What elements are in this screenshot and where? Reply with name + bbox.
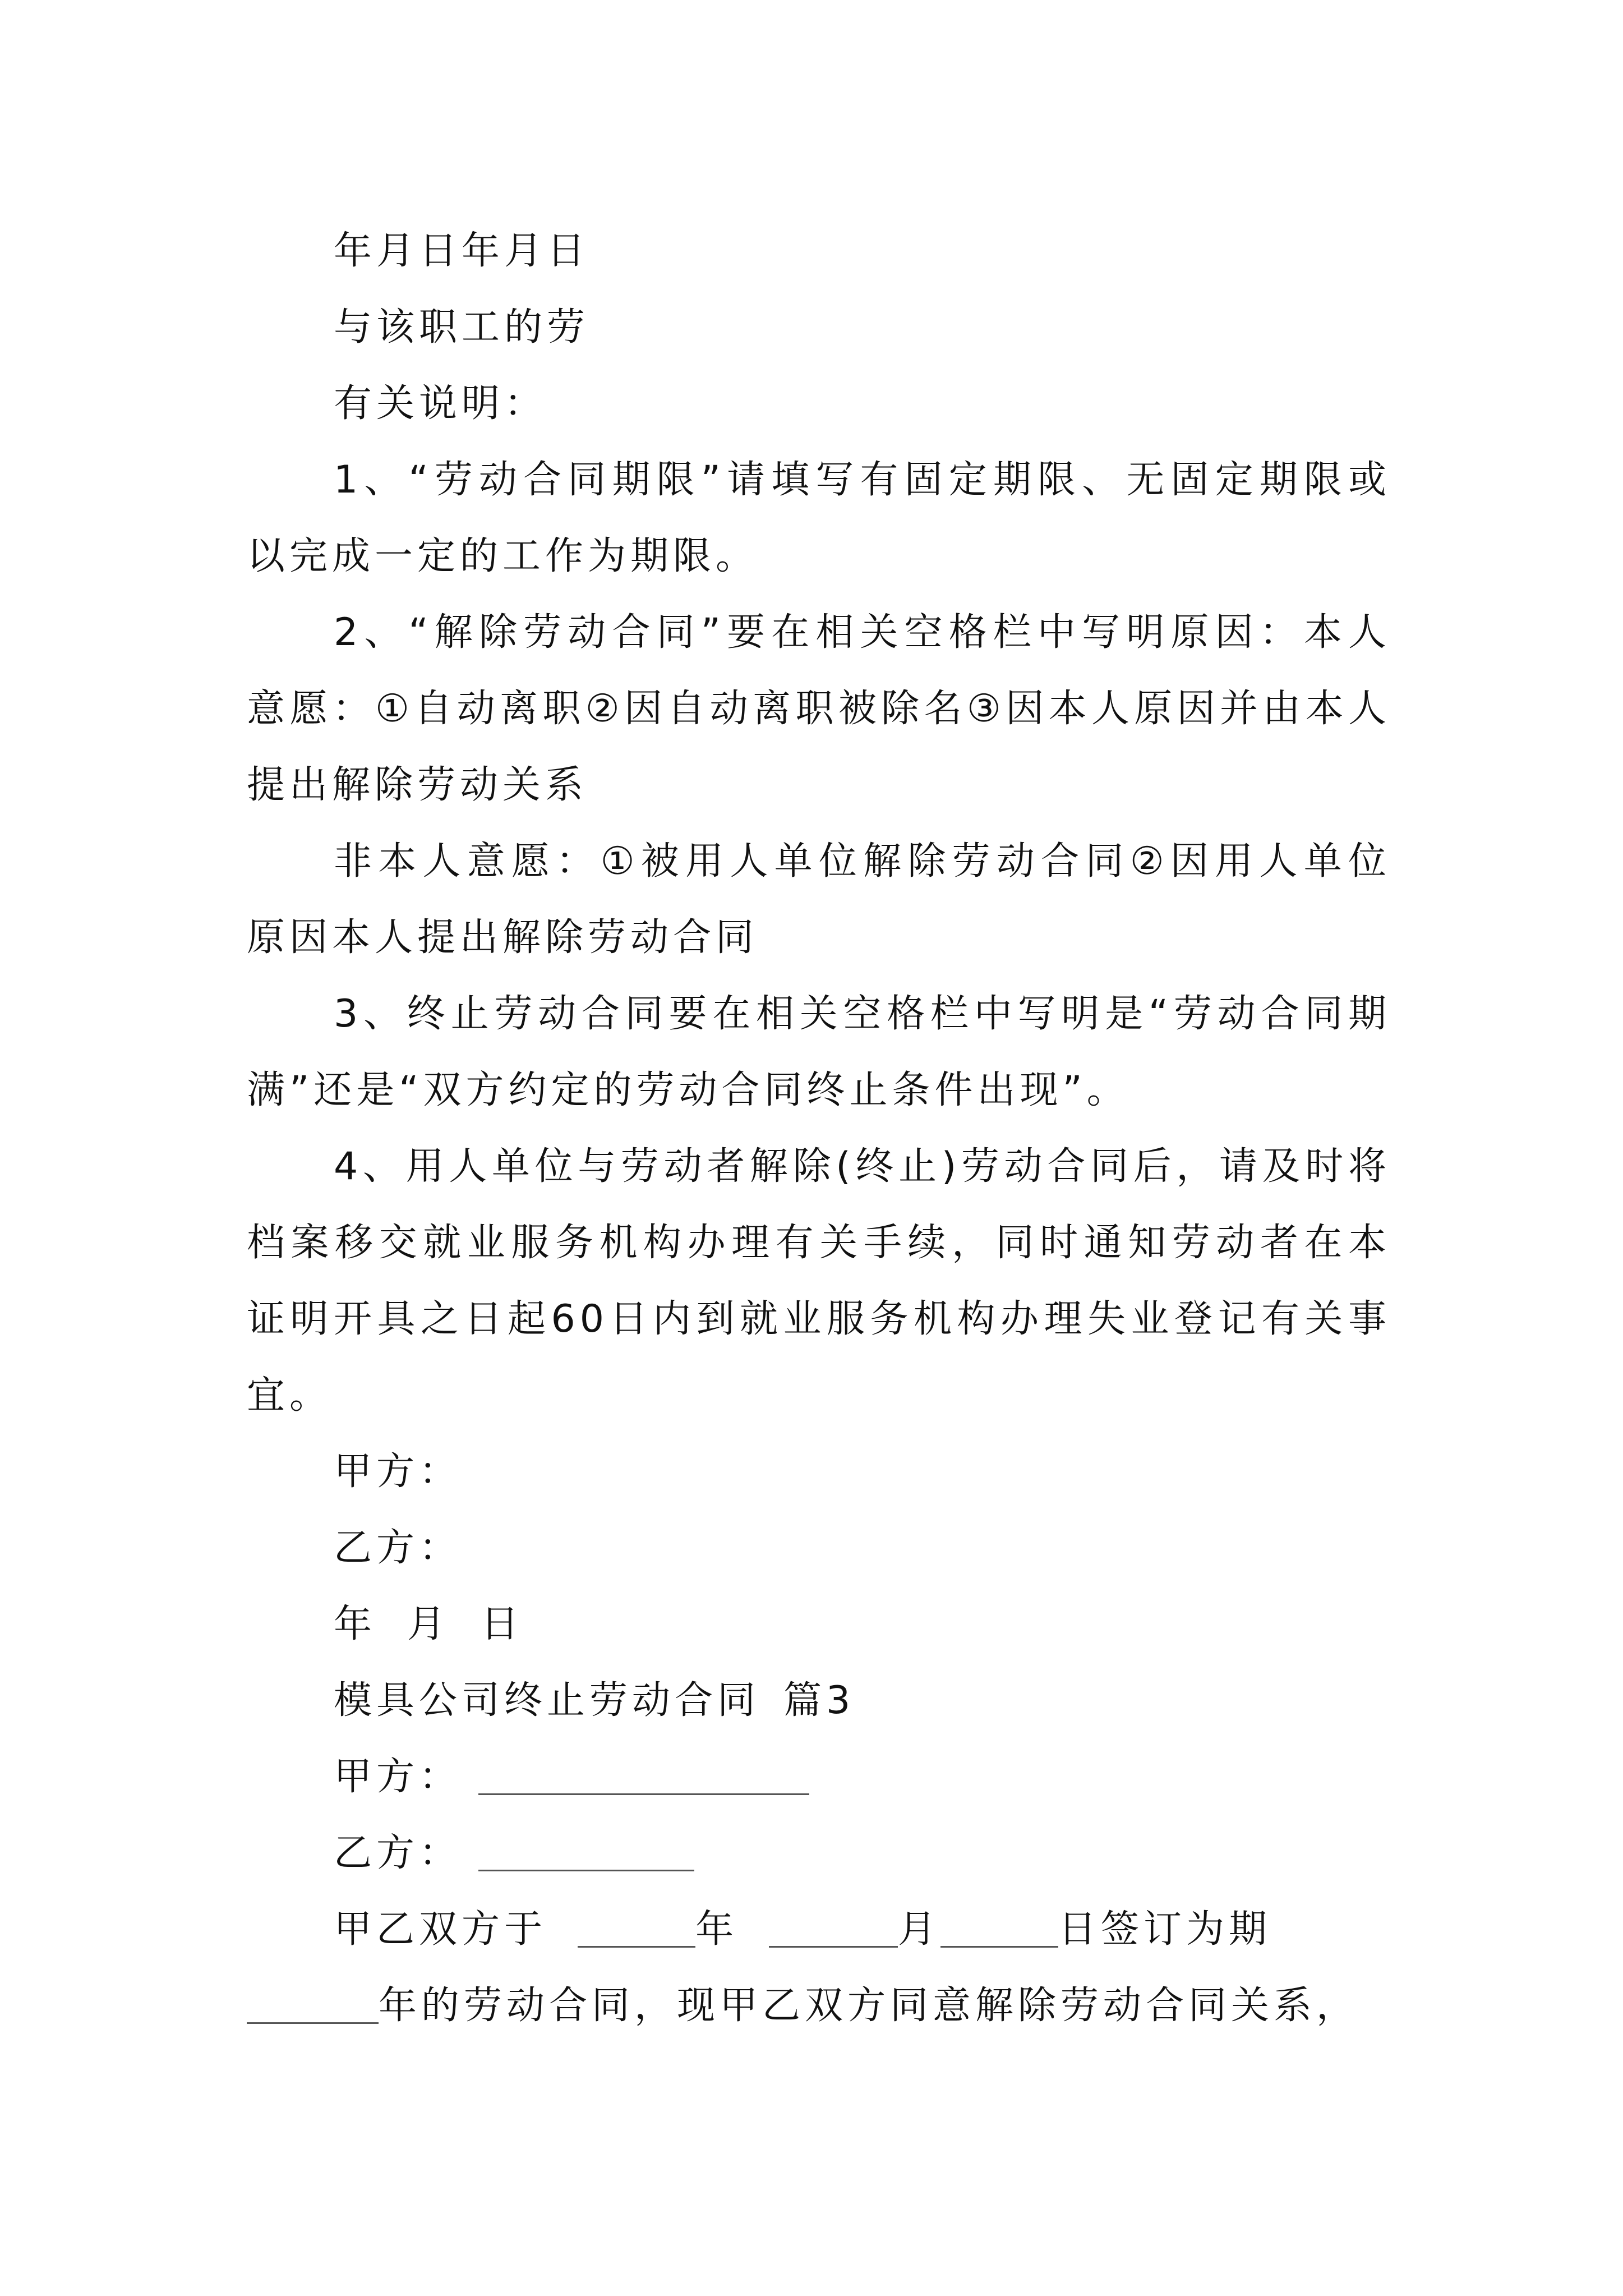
section-title-main: 模具公司终止劳动合同 bbox=[334, 1678, 760, 1723]
agreement-month-blank bbox=[769, 1906, 898, 1948]
party-a-blank bbox=[478, 1753, 809, 1795]
date-year-label: 年 bbox=[334, 1602, 377, 1646]
paragraph-note-3: 3、终止劳动合同要在相关空格栏中写明是“劳动合同期满”还是“双方约定的劳动合同终止条件出现”。 bbox=[247, 992, 1391, 1112]
party-a-line bbox=[247, 1739, 1391, 1815]
agreement-day-blank bbox=[940, 1906, 1058, 1948]
agreement-second-line bbox=[247, 1968, 1391, 2044]
date-month-label: 月 bbox=[407, 1602, 450, 1646]
signature-party-a: 甲方： bbox=[334, 1450, 462, 1494]
paragraph-date-line: 年月日年月日 bbox=[334, 229, 590, 273]
party-a-label: 甲方： bbox=[334, 1755, 462, 1799]
date-day-label: 日 bbox=[481, 1602, 524, 1646]
signature-party-b: 乙方： bbox=[334, 1526, 462, 1570]
agreement-first-line bbox=[247, 1892, 1391, 1968]
party-b-label: 乙方： bbox=[334, 1831, 462, 1875]
paragraph-note-4: 4、用人单位与劳动者解除(终止)劳动合同后，请及时将档案移交就业服务机构办理有关手续，同时通知劳动者在本证明开具之日起60日内到就业服务机构办理失业登记有关事宜。 bbox=[247, 1144, 1391, 1418]
paragraph-notes-heading: 有关说明： bbox=[334, 381, 547, 426]
paragraph-note-1: 1、“劳动合同期限”请填写有固定期限、无固定期限或以完成一定的工作为期限。 bbox=[247, 458, 1391, 578]
signature-date bbox=[247, 1586, 1391, 1663]
paragraph-labor-relation: 与该职工的劳 bbox=[334, 305, 590, 349]
agreement-year-label: 年 bbox=[695, 1907, 739, 1952]
party-b-blank bbox=[478, 1829, 694, 1871]
section-title bbox=[247, 1663, 1391, 1739]
agreement-end-text: 年的劳动合同，现甲乙双方同意解除劳动合同关系， bbox=[379, 1984, 1359, 2028]
document-content bbox=[247, 213, 1391, 2044]
agreement-year-blank bbox=[578, 1906, 695, 1948]
agreement-start-text: 甲乙双方于 bbox=[334, 1907, 547, 1952]
paragraph-non-voluntary: 非本人意愿：①被用人单位解除劳动合同②因用人单位原因本人提出解除劳动合同 bbox=[247, 839, 1391, 960]
agreement-month-label: 月 bbox=[898, 1907, 941, 1952]
agreement-sign-text: 日签订为期 bbox=[1058, 1907, 1272, 1952]
paragraph-note-2: 2、“解除劳动合同”要在相关空格栏中写明原因：本人意愿：①自动离职②因自动离职被除名③因本人原因并由本人提出解除劳动关系 bbox=[247, 610, 1391, 807]
agreement-period-blank bbox=[247, 1982, 379, 2024]
party-b-line bbox=[247, 1815, 1391, 1892]
section-title-suffix: 篇3 bbox=[783, 1678, 855, 1723]
